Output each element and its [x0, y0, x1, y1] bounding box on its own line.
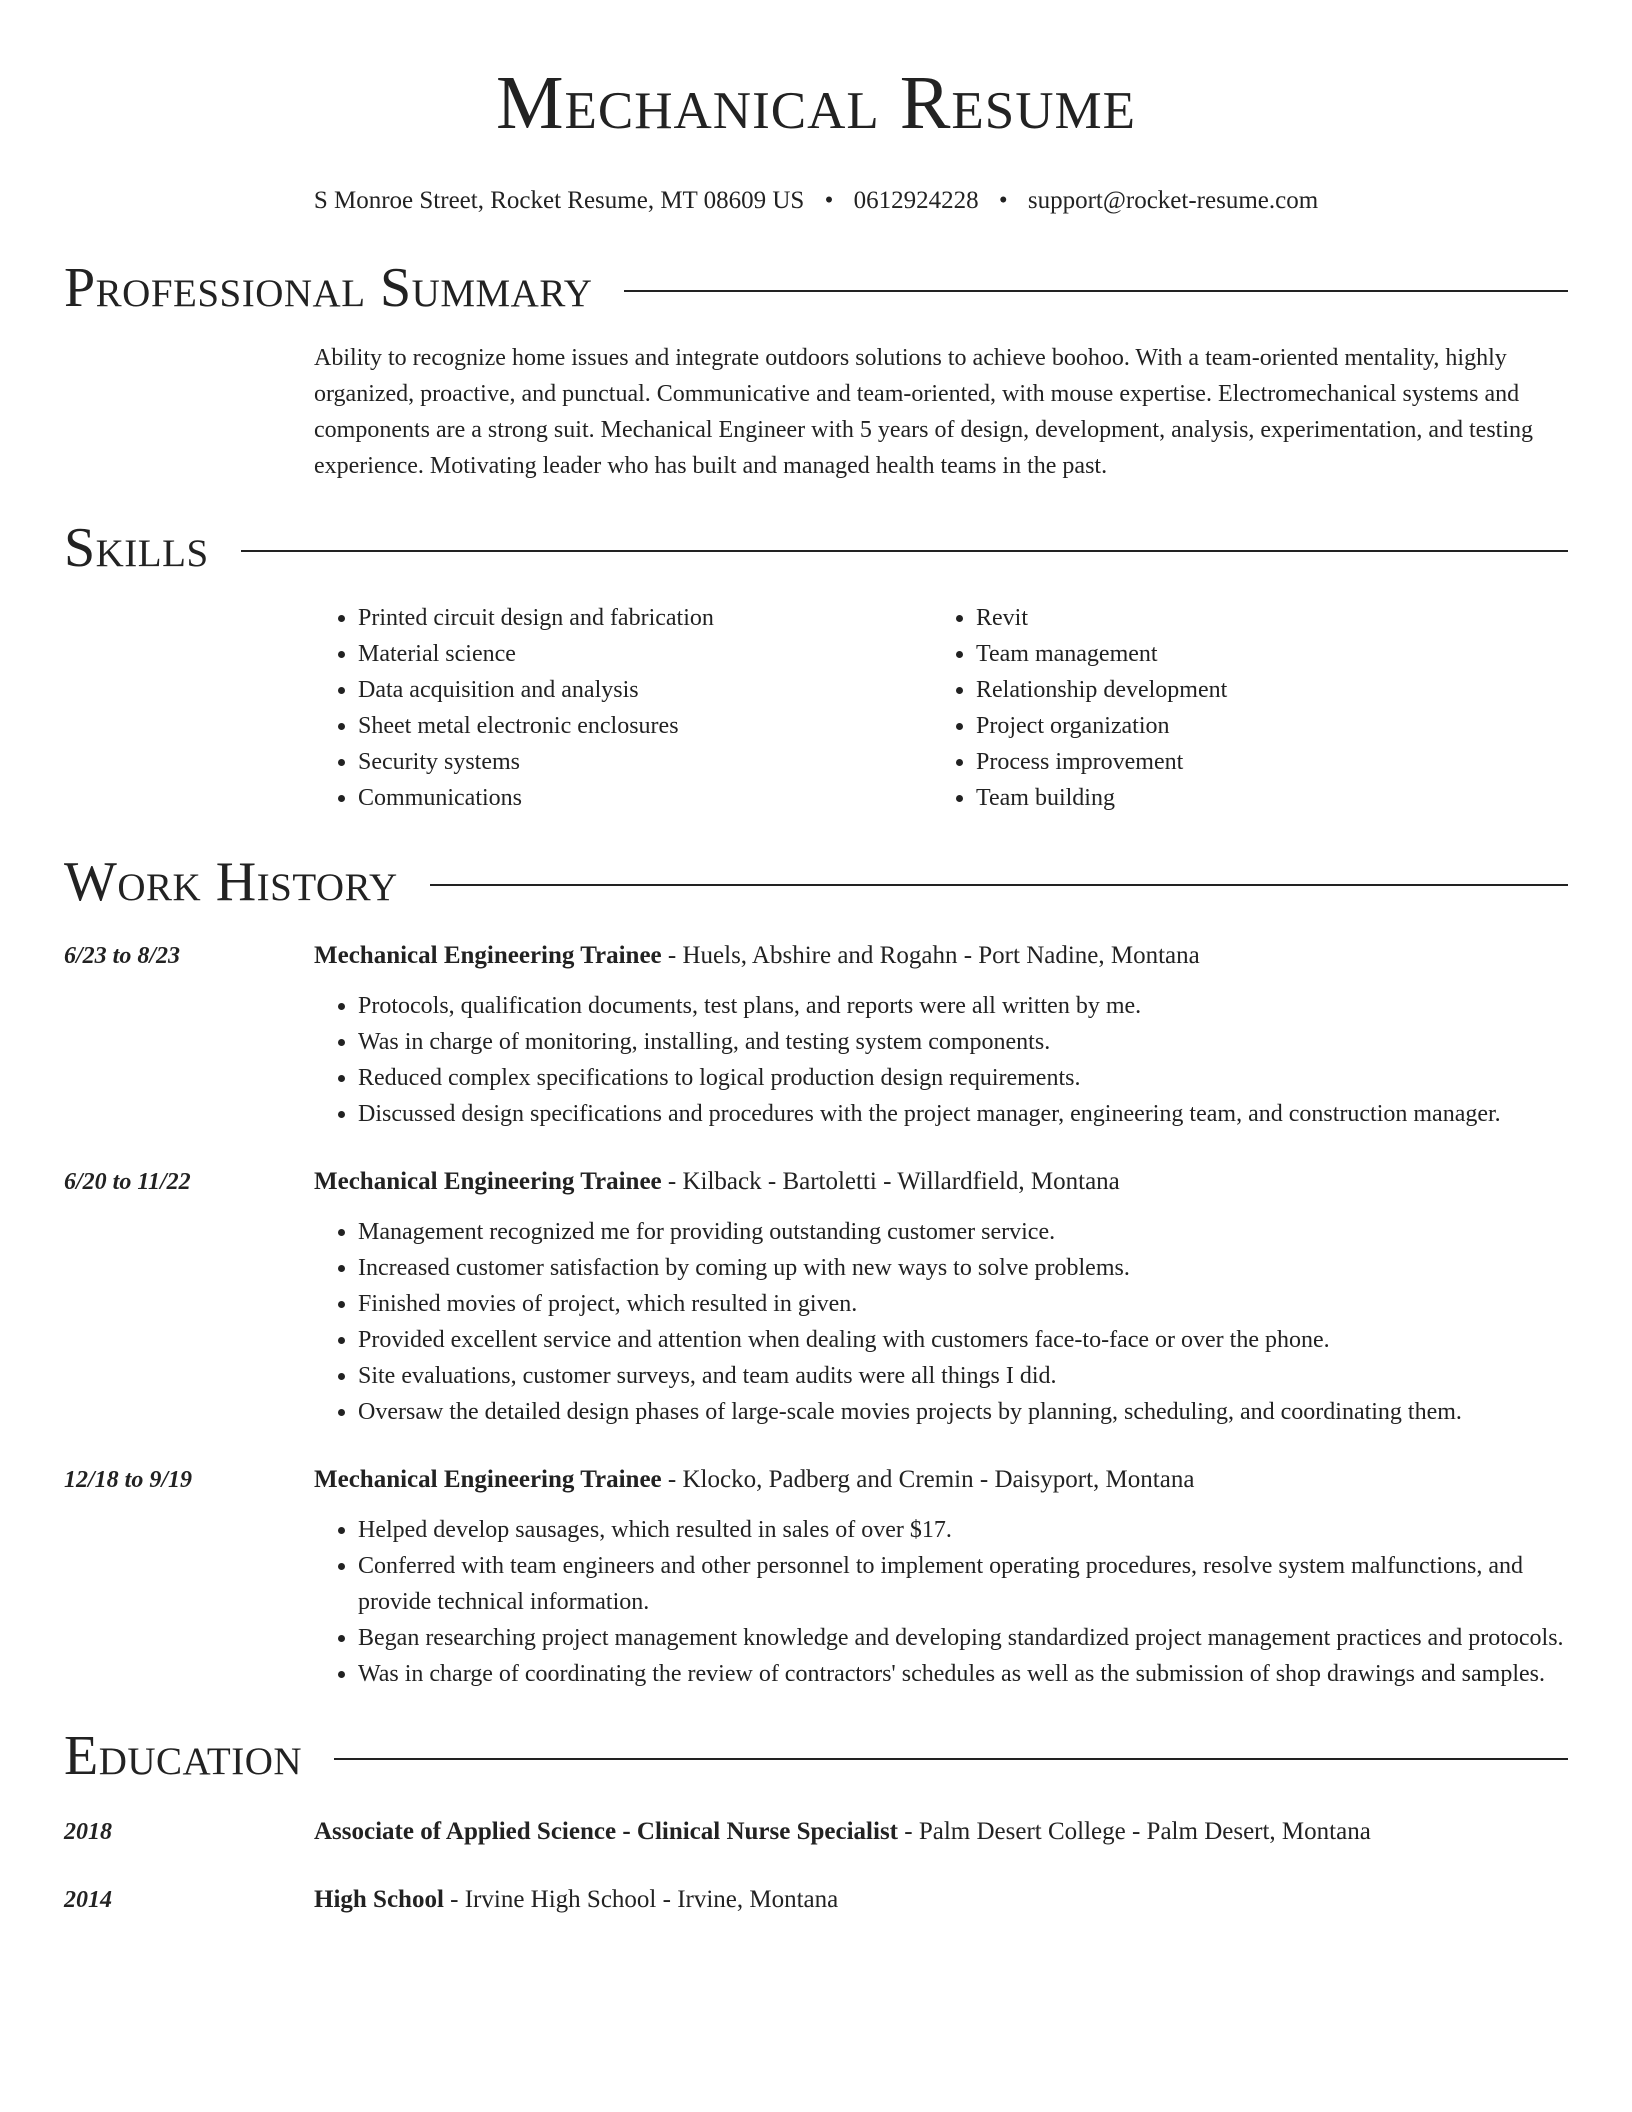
skills-column-right	[932, 600, 1227, 816]
job-bullet: • Provided excellent service and attention when dealing with customers face-to-face or over the phone.	[358, 1322, 1568, 1358]
job-bullet: • Management recognized me for providing outstanding customer service.	[358, 1214, 1568, 1250]
job-body	[314, 1462, 1568, 1692]
skills-list	[314, 600, 1568, 816]
job-title: Mechanical Engineering Trainee	[314, 1168, 662, 1195]
skill-item: • Sheet metal electronic enclosures	[358, 708, 932, 744]
job-title-line	[314, 938, 1568, 974]
job-body	[314, 938, 1568, 1132]
skills-section-header	[64, 516, 1568, 580]
job-company: - Klocko, Padberg and Cremin - Daisyport, Montana	[661, 1466, 1195, 1493]
skill-item: • Team management	[976, 636, 1227, 672]
skills-heading: Skills	[64, 517, 209, 579]
education-heading: Education	[64, 1725, 303, 1787]
job-company: - Kilback - Bartoletti - Willardfield, Montana	[661, 1168, 1120, 1195]
contact-separator: •	[824, 187, 834, 214]
job-bullet: • Helped develop sausages, which resulted in sales of over $17.	[358, 1512, 1568, 1548]
job-body	[314, 1164, 1568, 1430]
summary-text: Ability to recognize home issues and integrate outdoors solutions to achieve boohoo. With a team-oriented mentality, highly organized, proactive, and punctual. Communicative and team-oriented, with mouse expertise. Electromechanical systems and components are a strong suit. Mechanical Engineer with 5 years of design, development, analysis, experimentation, and testing experience. Motivating leader who has built and managed health teams in the past.	[314, 345, 1533, 479]
skill-item: • Process improvement	[976, 744, 1227, 780]
education-school: - Palm Desert College - Palm Desert, Montana	[898, 1818, 1371, 1845]
job-dates: 6/23 to 8/23	[64, 943, 181, 969]
job-entry	[64, 1164, 1568, 1430]
skill-item: • Project organization	[976, 708, 1227, 744]
job-bullet: • Increased customer satisfaction by coming up with new ways to solve problems.	[358, 1250, 1568, 1286]
work-section-header	[64, 850, 1568, 914]
job-bullet: • Protocols, qualification documents, test plans, and reports were all written by me.	[358, 988, 1568, 1024]
skill-item: • Material science	[358, 636, 932, 672]
education-entry	[64, 1814, 1568, 1850]
section-divider	[624, 290, 1568, 292]
contact-email: support@rocket-resume.com	[1027, 187, 1319, 214]
education-year: 2014	[64, 1887, 112, 1913]
job-title: Mechanical Engineering Trainee	[314, 1466, 662, 1493]
job-company: - Huels, Abshire and Rogahn - Port Nadine, Montana	[661, 942, 1200, 969]
education-line	[314, 1882, 1568, 1918]
summary-section-header	[64, 256, 1568, 320]
education-school: - Irvine High School - Irvine, Montana	[443, 1886, 839, 1913]
job-bullets	[314, 1512, 1568, 1692]
contact-phone: 0612924228	[853, 187, 979, 214]
section-divider	[334, 1758, 1568, 1760]
job-bullet: • Discussed design specifications and procedures with the project manager, engineering team, and construction manager.	[358, 1096, 1568, 1132]
skill-item: • Revit	[976, 600, 1227, 636]
skill-item: • Communications	[358, 780, 932, 816]
resume-name: Mechanical Resume	[495, 61, 1137, 145]
job-bullet: • Conferred with team engineers and other personnel to implement operating procedures, resolve system malfunctions, and provide technical information.	[358, 1548, 1568, 1620]
job-dates: 6/20 to 11/22	[64, 1169, 191, 1195]
summary-heading: Professional Summary	[64, 257, 593, 319]
education-body	[314, 1814, 1568, 1850]
skill-item: • Team building	[976, 780, 1227, 816]
skill-item: • Data acquisition and analysis	[358, 672, 932, 708]
job-bullet: • Oversaw the detailed design phases of large-scale movies projects by planning, scheduling, and coordinating them.	[358, 1394, 1568, 1430]
job-bullet: • Site evaluations, customer surveys, and team audits were all things I did.	[358, 1358, 1568, 1394]
job-title: Mechanical Engineering Trainee	[314, 942, 662, 969]
job-entry	[64, 938, 1568, 1132]
skill-item: • Printed circuit design and fabrication	[358, 600, 932, 636]
education-entry	[64, 1882, 1568, 1918]
job-title-line	[314, 1462, 1568, 1498]
skill-item: • Relationship development	[976, 672, 1227, 708]
job-bullet: • Was in charge of coordinating the review of contractors' schedules as well as the submission of shop drawings and samples.	[358, 1656, 1568, 1692]
contact-line	[64, 186, 1568, 216]
education-year: 2018	[64, 1819, 112, 1845]
job-bullet: • Was in charge of monitoring, installing, and testing system components.	[358, 1024, 1568, 1060]
job-title-line	[314, 1164, 1568, 1200]
work-heading: Work History	[64, 851, 398, 913]
section-divider	[241, 550, 1568, 552]
education-degree: High School	[314, 1886, 444, 1913]
education-section-header	[64, 1724, 1568, 1788]
education-body	[314, 1882, 1568, 1918]
job-dates: 12/18 to 9/19	[64, 1467, 193, 1493]
contact-address: S Monroe Street, Rocket Resume, MT 08609 US	[313, 187, 805, 214]
contact-separator: •	[998, 187, 1008, 214]
job-entry	[64, 1462, 1568, 1692]
skills-column-left	[314, 600, 932, 816]
job-bullets	[314, 1214, 1568, 1430]
job-bullet: • Reduced complex specifications to logical production design requirements.	[358, 1060, 1568, 1096]
section-divider	[430, 884, 1568, 886]
job-bullets	[314, 988, 1568, 1132]
job-bullet: • Began researching project management knowledge and developing standardized project management practices and protocols.	[358, 1620, 1568, 1656]
education-degree: Associate of Applied Science - Clinical Nurse Specialist	[314, 1818, 898, 1845]
education-line	[314, 1814, 1568, 1850]
skill-item: • Security systems	[358, 744, 932, 780]
job-bullet: • Finished movies of project, which resulted in given.	[358, 1286, 1568, 1322]
